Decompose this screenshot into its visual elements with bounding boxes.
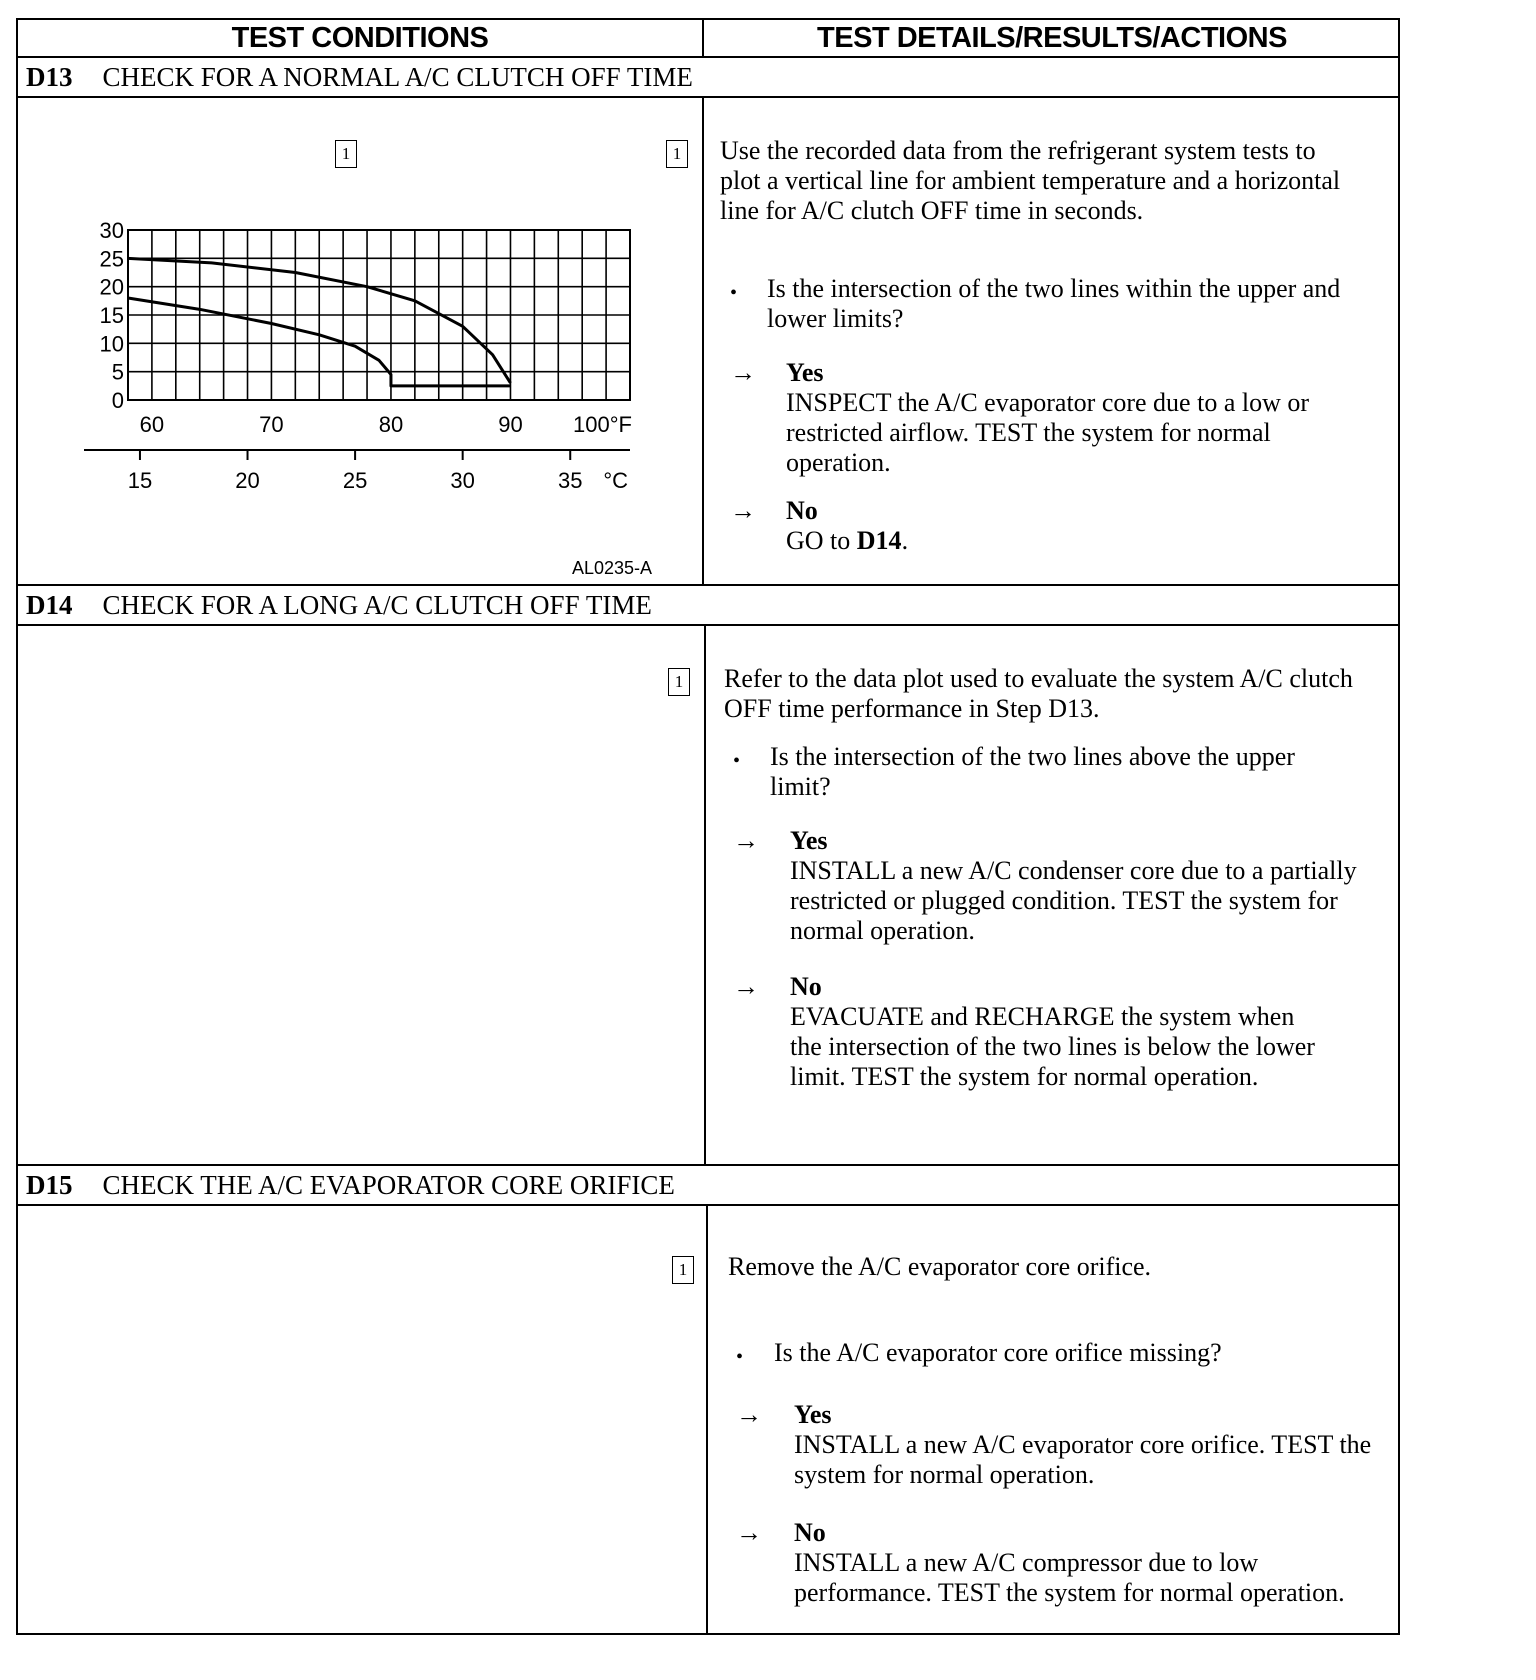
fahrenheit-tick-label: 100°F — [573, 412, 632, 437]
celsius-tick-label: 35 — [557, 468, 583, 493]
bullet-icon: • — [730, 282, 738, 304]
arrow-right-icon: → — [736, 1518, 762, 1547]
step-text: Use the recorded data from the refrigerant system tests to plot a vertical line for ambient temperature and a horizontal line for A/C clutch OFF time in seconds. — [720, 136, 1341, 225]
fahrenheit-tick-label: 60 — [139, 412, 165, 437]
y-axis-ticks — [100, 218, 124, 413]
section-code: D13 — [26, 62, 73, 92]
question-text: Is the A/C evaporator core orifice missing? — [774, 1338, 1222, 1367]
no-action-prefix: GO to — [786, 526, 857, 555]
celsius-axis-ticks — [128, 450, 628, 493]
no-label: No — [790, 972, 822, 1001]
no-action: INSTALL a new A/C compressor due to low performance. TEST the system for normal operation. — [794, 1548, 1345, 1607]
no-answer — [794, 1518, 1354, 1608]
fahrenheit-tick-label: 70 — [259, 412, 284, 437]
fahrenheit-tick-label: 90 — [498, 412, 523, 437]
step-box: 1 — [666, 140, 688, 168]
section-title-d13 — [26, 58, 693, 96]
yes-answer — [786, 358, 1356, 478]
bullet-icon: • — [733, 750, 741, 772]
y-tick-label: 5 — [111, 359, 124, 385]
celsius-unit-label: °C — [603, 468, 628, 493]
step-box: 1 — [335, 140, 357, 168]
yes-answer — [794, 1400, 1374, 1490]
section-title-text: CHECK THE A/C EVAPORATOR CORE ORIFICE — [102, 1170, 675, 1200]
clutch-off-time-chart — [58, 210, 648, 530]
yes-action: INSPECT the A/C evaporator core due to a low or restricted airflow. TEST the system for normal operation. — [786, 388, 1310, 477]
y-tick-label: 15 — [99, 303, 124, 328]
yes-label: Yes — [786, 358, 824, 387]
celsius-tick-label: 30 — [450, 468, 475, 493]
celsius-tick-label: 20 — [235, 468, 260, 493]
header-test-details: TEST DETAILS/RESULTS/ACTIONS — [817, 21, 1287, 54]
celsius-tick-label: 15 — [127, 468, 153, 493]
question-text: Is the intersection of the two lines above the upper limit? — [770, 742, 1295, 801]
diagnostic-table — [16, 18, 1400, 1635]
divider — [18, 1204, 1398, 1206]
arrow-right-icon: → — [736, 1400, 762, 1429]
column-divider — [702, 96, 704, 584]
section-code: D14 — [26, 590, 73, 620]
bullet-icon: • — [736, 1346, 744, 1368]
section-title-text: CHECK FOR A NORMAL A/C CLUTCH OFF TIME — [102, 62, 693, 92]
yes-label: Yes — [790, 826, 828, 855]
no-answer — [790, 972, 1330, 1092]
arrow-right-icon: → — [733, 826, 759, 855]
celsius-tick-label: 25 — [342, 468, 368, 493]
no-label: No — [794, 1518, 826, 1547]
y-tick-label: 25 — [99, 246, 124, 272]
y-tick-label: 10 — [99, 331, 124, 357]
section-title-text: CHECK FOR A LONG A/C CLUTCH OFF TIME — [102, 590, 652, 620]
figure-id: AL0235-A — [572, 558, 653, 578]
divider — [702, 20, 704, 56]
no-label: No — [786, 496, 818, 525]
fahrenheit-tick-label: 80 — [378, 412, 404, 437]
step-text: Refer to the data plot used to evaluate the system A/C clutch OFF time performance in Step D13. — [724, 664, 1353, 723]
step-box: 1 — [672, 1256, 694, 1284]
section-title-d15 — [26, 1166, 675, 1204]
arrow-right-icon: → — [730, 496, 756, 525]
section-code: D15 — [26, 1170, 73, 1200]
no-action: EVACUATE and RECHARGE the system when the intersection of the two lines is below the lower limit. TEST the system for normal operation. — [790, 1002, 1315, 1091]
column-divider — [704, 624, 706, 1164]
arrow-right-icon: → — [730, 358, 756, 387]
header-test-conditions: TEST CONDITIONS — [231, 21, 489, 54]
yes-label: Yes — [794, 1400, 832, 1429]
no-action-suffix: . — [901, 526, 909, 555]
no-answer — [786, 496, 1356, 556]
section-title-d14 — [26, 586, 652, 624]
fahrenheit-axis-ticks — [140, 412, 632, 437]
column-divider — [706, 1204, 708, 1635]
y-tick-label: 0 — [111, 388, 124, 413]
yes-action: INSTALL a new A/C evaporator core orifice. TEST the system for normal operation. — [794, 1430, 1372, 1489]
y-tick-label: 30 — [99, 218, 124, 243]
yes-action: INSTALL a new A/C condenser core due to a partially restricted or plugged condition. TEST the system for normal operation. — [790, 856, 1357, 945]
yes-answer — [790, 826, 1370, 946]
grid — [128, 230, 630, 400]
question-text: Is the intersection of the two lines within the upper and lower limits? — [767, 274, 1341, 333]
step-text: Remove the A/C evaporator core orifice. — [728, 1252, 1152, 1281]
divider — [18, 96, 1398, 98]
y-tick-label: 20 — [99, 274, 124, 300]
divider — [18, 624, 1398, 626]
step-box: 1 — [668, 668, 690, 696]
no-action-ref: D14 — [856, 526, 902, 555]
arrow-right-icon: → — [733, 972, 759, 1001]
